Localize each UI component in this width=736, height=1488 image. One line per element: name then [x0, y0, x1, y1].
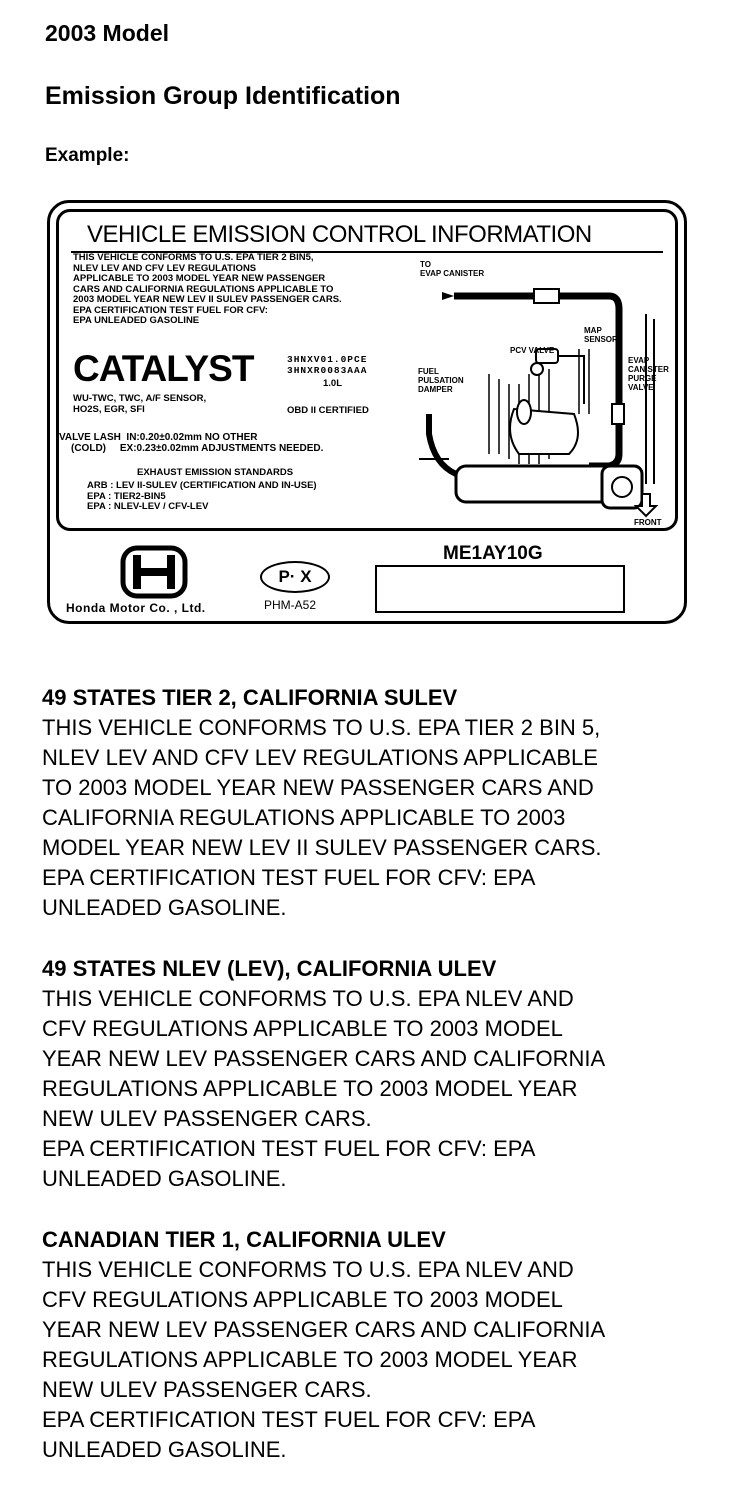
- section-line: TO 2003 MODEL YEAR NEW PASSENGER CARS AND: [42, 775, 594, 800]
- diagram-label: VALVE: [628, 383, 654, 392]
- section-line: THIS VEHICLE CONFORMS TO U.S. EPA NLEV AND: [42, 1257, 574, 1282]
- section-line: REGULATIONS APPLICABLE TO 2003 MODEL YEAR: [42, 1076, 578, 1101]
- components-text: [73, 394, 206, 415]
- engine-code: 3HNXR0083AAA: [287, 364, 368, 376]
- diagram-label: MAP: [584, 326, 602, 335]
- pcv-valve-label: PCV VALVE: [510, 346, 555, 355]
- catalyst-text: CATALYST: [73, 348, 254, 389]
- conformity-line: EPA CERTIFICATION TEST FUEL FOR CFV:: [73, 304, 268, 316]
- conformity-line: NLEV LEV AND CFV LEV REGULATIONS: [73, 262, 257, 274]
- honda-logo-icon: [120, 545, 188, 599]
- emission-info-panel: [56, 209, 678, 531]
- section-line: NEW ULEV PASSENGER CARS.: [42, 1106, 372, 1131]
- section-canadian-tier1: [42, 1225, 722, 1465]
- section-title: CANADIAN TIER 1, CALIFORNIA ULEV: [42, 1227, 446, 1252]
- fuel-damper-label: [418, 367, 464, 394]
- section-line: CFV REGULATIONS APPLICABLE TO 2003 MODEL: [42, 1016, 563, 1041]
- to-evap-label: [420, 260, 484, 278]
- engine-codes: [287, 355, 367, 376]
- section-line: THIS VEHICLE CONFORMS TO U.S. EPA NLEV AND: [42, 986, 574, 1011]
- section-tier2-sulev: [42, 683, 722, 923]
- emission-group-code: ME1AY10G: [443, 543, 543, 564]
- section-line: NEW ULEV PASSENGER CARS.: [42, 1377, 372, 1402]
- conformity-line: APPLICABLE TO 2003 MODEL YEAR NEW PASSENGER: [73, 273, 326, 284]
- section-line: THIS VEHICLE CONFORMS TO U.S. EPA TIER 2 BIN 5,: [42, 715, 601, 740]
- displacement: 1.0L: [323, 378, 343, 389]
- engine-code: 3HNXV01.0PCE: [287, 354, 368, 365]
- diagram-label: TO: [420, 260, 431, 269]
- section-line: EPA CERTIFICATION TEST FUEL FOR CFV: EPA: [42, 1407, 536, 1432]
- section-title: 49 STATES NLEV (LEV), CALIFORNIA ULEV: [42, 956, 497, 981]
- components-line: WU-TWC, TWC, A/F SENSOR,: [73, 393, 207, 404]
- section-title: 49 STATES TIER 2, CALIFORNIA SULEV: [42, 685, 458, 710]
- conformity-line: 2003 MODEL YEAR NEW LEV II SULEV PASSENGER CARS.: [73, 294, 342, 305]
- manufacturer-name: Honda Motor Co. , Ltd.: [66, 601, 206, 615]
- diagram-label: DAMPER: [418, 385, 453, 394]
- diagram-label: EVAP CANISTER: [420, 269, 485, 278]
- section-nlev-ulev: [42, 954, 722, 1194]
- conformity-text: [73, 253, 342, 327]
- conformity-line: EPA UNLEADED GASOLINE: [73, 315, 200, 326]
- diagram-label: CANISTER: [628, 365, 669, 374]
- section-line: MODEL YEAR NEW LEV II SULEV PASSENGER CARS.: [42, 835, 602, 860]
- evap-purge-label: [628, 356, 669, 392]
- vacuum-hose-diagram: [414, 254, 676, 530]
- section-line: REGULATIONS APPLICABLE TO 2003 MODEL YEAR: [42, 1347, 578, 1372]
- section-line: UNLEADED GASOLINE.: [42, 1166, 287, 1191]
- example-heading: Example:: [45, 145, 130, 166]
- emission-label: [47, 200, 687, 624]
- diagram-label: PURGE: [628, 374, 657, 383]
- page-title: Emission Group Identification: [45, 82, 401, 110]
- px-mark: P· X: [260, 561, 330, 593]
- diagram-label: FUEL: [418, 367, 439, 376]
- section-line: UNLEADED GASOLINE.: [42, 895, 287, 920]
- standards-list: [87, 481, 317, 513]
- diagram-label: PULSATION: [418, 376, 464, 385]
- model-year-heading: 2003 Model: [45, 20, 169, 46]
- standards-line: EPA : NLEV-LEV / CFV-LEV: [87, 501, 209, 512]
- section-line: UNLEADED GASOLINE.: [42, 1437, 287, 1462]
- diagram-label: SENSOR: [584, 335, 618, 344]
- components-line: HO2S, EGR, SFI: [73, 403, 145, 415]
- section-line: YEAR NEW LEV PASSENGER CARS AND CALIFORNIA: [42, 1046, 606, 1071]
- front-label: FRONT: [634, 518, 662, 527]
- label-header: VEHICLE EMISSION CONTROL INFORMATION: [87, 221, 592, 248]
- section-line: CALIFORNIA REGULATIONS APPLICABLE TO 2003: [42, 805, 566, 830]
- section-line: EPA CERTIFICATION TEST FUEL FOR CFV: EPA: [42, 865, 536, 890]
- section-line: YEAR NEW LEV PASSENGER CARS AND CALIFORNIA: [42, 1317, 606, 1342]
- standards-line: EPA : TIER2-BIN5: [87, 490, 166, 502]
- standards-line: ARB : LEV II-SULEV (CERTIFICATION AND IN-USE): [87, 480, 317, 491]
- map-sensor-label: [584, 326, 618, 344]
- conformity-line: CARS AND CALIFORNIA REGULATIONS APPLICABLE TO: [73, 283, 334, 295]
- section-line: CFV REGULATIONS APPLICABLE TO 2003 MODEL: [42, 1287, 563, 1312]
- standards-title: EXHAUST EMISSION STANDARDS: [137, 467, 294, 478]
- valve-lash-line: (COLD) EX:0.23±0.02mm ADJUSTMENTS NEEDED.: [71, 443, 324, 454]
- code-box: [375, 565, 625, 613]
- valve-lash-line: VALVE LASH IN:0.20±0.02mm NO OTHER: [59, 432, 258, 443]
- conformity-line: THIS VEHICLE CONFORMS TO U.S. EPA TIER 2 BIN5,: [73, 252, 314, 263]
- diagram-label: EVAP: [628, 356, 650, 365]
- section-line: EPA CERTIFICATION TEST FUEL FOR CFV: EPA: [42, 1136, 536, 1161]
- part-number: PHM-A52: [264, 598, 317, 612]
- section-line: NLEV LEV AND CFV LEV REGULATIONS APPLICABLE: [42, 745, 598, 770]
- obd-certified: OBD II CERTIFIED: [287, 405, 369, 416]
